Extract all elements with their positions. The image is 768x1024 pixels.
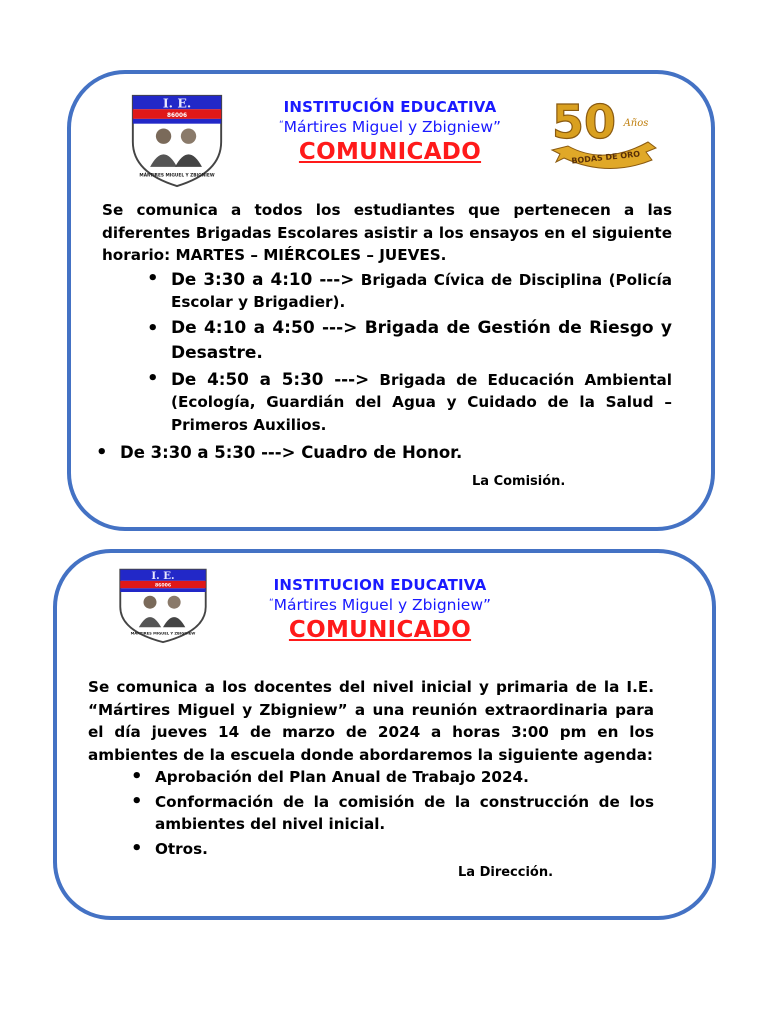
institution-label: INSTITUCIÓN EDUCATIVA	[283, 98, 497, 116]
schedule-item: • De 3:30 a 4:10 ---> Brigada Cívica de Disciplina (Policía Escolar y Brigadier).	[171, 268, 672, 314]
honor-item: • De 3:30 a 5:30 ---> Cuadro de Honor.	[120, 442, 672, 465]
card2-header	[240, 576, 520, 643]
svg-text:MÁRTIRES MIGUEL Y ZBIGNIEW: MÁRTIRES MIGUEL Y ZBIGNIEW	[139, 173, 215, 179]
svg-text:MÁRTIRES MIGUEL Y ZBIGNIEW: MÁRTIRES MIGUEL Y ZBIGNIEW	[130, 631, 196, 636]
agenda-item: • Aprobación del Plan Anual de Trabajo 2024.	[155, 766, 654, 789]
svg-text:I. E.: I. E.	[151, 570, 175, 582]
signature: La Comisión.	[472, 474, 566, 489]
honor-list	[120, 442, 672, 465]
school-name: “Mártires Miguel y Zbigniew”	[268, 596, 492, 614]
fifty-years-golden-anniversary-badge	[548, 90, 660, 174]
svg-text:Años: Años	[623, 118, 649, 129]
svg-text:50: 50	[551, 95, 617, 149]
card1-header	[250, 98, 530, 165]
svg-text:86006: 86006	[166, 112, 188, 119]
agenda-list	[155, 766, 654, 860]
notice-title: COMUNICADO	[288, 617, 472, 643]
notice-title: COMUNICADO	[298, 139, 482, 165]
school-crest-logo	[128, 92, 226, 188]
agenda-item: • Conformación de la comisión de la construcción de los ambientes del nivel inicial.	[155, 791, 654, 836]
svg-text:86006: 86006	[154, 583, 172, 589]
schedule-item: • De 4:10 a 4:50 ---> Brigada de Gestión de Riesgo y Desastre.	[171, 316, 672, 366]
institution-label: INSTITUCION EDUCATIVA	[273, 576, 487, 594]
school-name: “Mártires Miguel y Zbigniew”	[278, 118, 502, 136]
intro-paragraph: Se comunica a los docentes del nivel inicial y primaria de la I.E. “Mártires Miguel y Zbigniew” a una reunión extraordinaria para el día jueves 14 de marzo de 2024 a horas 3:00 pm en los ambientes de la escuela donde abordaremos la siguiente agenda:	[88, 678, 654, 764]
svg-text:I. E.: I. E.	[162, 95, 192, 111]
agenda-item: • Otros.	[155, 838, 654, 861]
school-crest-logo	[116, 566, 210, 644]
intro-paragraph: Se comunica a todos los estudiantes que pertenecen a las diferentes Brigadas Escolares asistir a los ensayos en el siguiente horario: MARTES – MIÉRCOLES – JUEVES.	[102, 201, 672, 264]
card2-body	[88, 676, 654, 862]
card1-body	[102, 199, 672, 465]
schedule-item: • De 4:50 a 5:30 ---> Brigada de Educación Ambiental (Ecología, Guardián del Agua y Cuidado de la Salud – Primeros Auxilios.	[171, 368, 672, 437]
svg-text:BODAS DE ORO: BODAS DE ORO	[570, 149, 641, 166]
signature: La Dirección.	[458, 865, 554, 880]
schedule-list	[171, 268, 672, 437]
